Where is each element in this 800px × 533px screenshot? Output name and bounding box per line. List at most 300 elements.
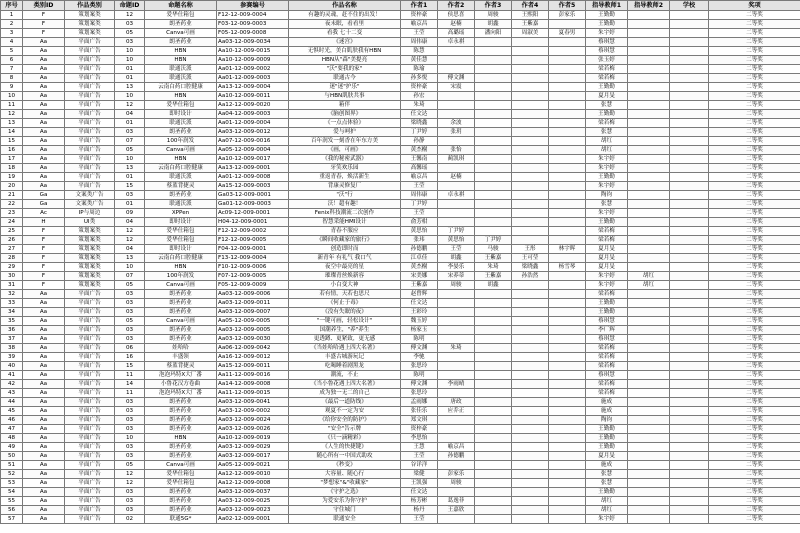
table-cell[interactable]: 资梓豪 — [401, 11, 438, 20]
table-cell[interactable]: 二等奖 — [709, 110, 800, 119]
table-cell[interactable]: 平面广告 — [65, 101, 115, 110]
table-cell[interactable]: 51 — [1, 461, 23, 470]
table-cell[interactable]: F07-12-009-0005 — [217, 272, 289, 281]
table-cell[interactable]: 高璐瑶 — [438, 29, 475, 38]
table-cell[interactable] — [670, 56, 709, 65]
table-cell[interactable]: 12 — [115, 11, 145, 20]
table-cell[interactable]: 江卓佳 — [401, 254, 438, 263]
table-cell[interactable] — [628, 47, 670, 56]
table-cell[interactable]: F — [23, 254, 65, 263]
table-cell[interactable]: 41 — [1, 371, 23, 380]
table-cell[interactable] — [512, 74, 549, 83]
table-cell[interactable] — [438, 317, 475, 326]
table-cell[interactable] — [475, 326, 512, 335]
table-cell[interactable]: 《只一滴精彩》 — [289, 434, 401, 443]
table-cell[interactable] — [475, 479, 512, 488]
table-cell[interactable]: 朗圣药业 — [145, 398, 217, 407]
table-cell[interactable]: 看我 七十二变 — [289, 29, 401, 38]
table-cell[interactable]: 31 — [1, 281, 23, 290]
table-cell[interactable]: Aa03-12-009-0005 — [217, 326, 289, 335]
table-cell[interactable]: 黄思怡 — [438, 236, 475, 245]
table-cell[interactable] — [549, 407, 586, 416]
table-cell[interactable]: 朗圣药业 — [145, 299, 217, 308]
table-cell[interactable]: 潘向阳 — [475, 29, 512, 38]
table-cell[interactable] — [512, 209, 549, 218]
table-cell[interactable]: 二等奖 — [709, 146, 800, 155]
table-cell[interactable]: 朗圣药业 — [145, 488, 217, 497]
table-cell[interactable] — [438, 92, 475, 101]
table-cell[interactable]: 朱宇婷 — [586, 182, 628, 191]
table-cell[interactable]: 《画，可画》 — [289, 146, 401, 155]
table-cell[interactable]: 平面广告 — [65, 425, 115, 434]
table-cell[interactable]: 100年润发 — [145, 272, 217, 281]
table-cell[interactable]: Aa03-12-009-0026 — [217, 425, 289, 434]
table-cell[interactable]: Aa — [23, 425, 65, 434]
table-cell[interactable] — [438, 56, 475, 65]
table-cell[interactable]: 二等奖 — [709, 344, 800, 353]
table-cell[interactable] — [512, 56, 549, 65]
table-cell[interactable] — [628, 29, 670, 38]
table-cell[interactable]: Aa — [23, 290, 65, 299]
table-cell[interactable]: 新青年 有礼气 我口气 — [289, 254, 401, 263]
table-cell[interactable]: 张慧 — [586, 479, 628, 488]
table-cell[interactable]: Aa — [23, 119, 65, 128]
table-cell[interactable] — [549, 164, 586, 173]
table-cell[interactable]: 03 — [115, 407, 145, 416]
table-cell[interactable] — [549, 434, 586, 443]
table-cell[interactable]: Ga01-12-009-0003 — [217, 200, 289, 209]
table-cell[interactable]: 云南白药口腔健康 — [145, 254, 217, 263]
table-cell[interactable] — [670, 335, 709, 344]
table-cell[interactable] — [475, 443, 512, 452]
table-cell[interactable]: 蔡蓝背捷灵 — [145, 182, 217, 191]
table-cell[interactable] — [475, 317, 512, 326]
table-cell[interactable] — [670, 515, 709, 524]
table-cell[interactable] — [475, 344, 512, 353]
table-cell[interactable] — [628, 389, 670, 398]
table-cell[interactable]: 56 — [1, 506, 23, 515]
table-cell[interactable]: Aa01-12-009-0004 — [217, 119, 289, 128]
table-cell[interactable] — [475, 218, 512, 227]
table-cell[interactable]: 梁若梅 — [586, 362, 628, 371]
table-cell[interactable]: 03 — [115, 443, 145, 452]
table-cell[interactable]: 策划案类 — [65, 281, 115, 290]
table-cell[interactable]: 张佳乐 — [401, 407, 438, 416]
table-cell[interactable]: 10 — [115, 155, 145, 164]
table-cell[interactable] — [670, 488, 709, 497]
table-cell[interactable]: 蔡琪慧 — [586, 47, 628, 56]
table-cell[interactable] — [438, 182, 475, 191]
table-cell[interactable] — [670, 137, 709, 146]
table-cell[interactable]: "沃"要我的家" — [289, 65, 401, 74]
table-cell[interactable]: 文案类广告 — [65, 200, 115, 209]
table-cell[interactable]: 葛逸菲 — [438, 497, 475, 506]
table-cell[interactable]: F10-12-009-0006 — [217, 263, 289, 272]
table-cell[interactable]: 梁健 — [401, 470, 438, 479]
table-cell[interactable]: Aa05-12-009-0004 — [217, 146, 289, 155]
table-cell[interactable]: 二等奖 — [709, 452, 800, 461]
table-cell[interactable]: Canva可画 — [145, 461, 217, 470]
table-cell[interactable]: 大容量、随心行 — [289, 470, 401, 479]
table-cell[interactable]: 宋美娜 — [401, 272, 438, 281]
table-cell[interactable]: Aa — [23, 335, 65, 344]
table-cell[interactable]: 二等奖 — [709, 443, 800, 452]
table-cell[interactable] — [670, 128, 709, 137]
table-cell[interactable]: 07 — [115, 272, 145, 281]
table-cell[interactable] — [475, 38, 512, 47]
table-cell[interactable]: 余波 — [438, 119, 475, 128]
table-cell[interactable]: 01 — [115, 74, 145, 83]
table-cell[interactable] — [475, 497, 512, 506]
table-cell[interactable]: 联通沃派 — [145, 119, 217, 128]
table-cell[interactable]: 二等奖 — [709, 398, 800, 407]
table-cell[interactable]: 二等奖 — [709, 272, 800, 281]
table-cell[interactable]: 平面广告 — [65, 353, 115, 362]
table-cell[interactable]: 12 — [115, 236, 145, 245]
table-cell[interactable]: 卓永祺 — [438, 191, 475, 200]
table-cell[interactable]: 蔡琪慧 — [586, 38, 628, 47]
table-cell[interactable]: 二等奖 — [709, 11, 800, 20]
table-cell[interactable]: Aa11-12-009-0015 — [217, 389, 289, 398]
table-cell[interactable] — [512, 110, 549, 119]
table-cell[interactable] — [628, 20, 670, 29]
table-cell[interactable]: Aa07-12-009-0016 — [217, 137, 289, 146]
table-cell[interactable] — [628, 191, 670, 200]
table-cell[interactable] — [670, 164, 709, 173]
table-cell[interactable]: 王莹 — [438, 245, 475, 254]
table-cell[interactable]: 04 — [115, 218, 145, 227]
table-cell[interactable]: Aa — [23, 353, 65, 362]
table-cell[interactable]: 二等奖 — [709, 299, 800, 308]
table-cell[interactable]: 傅文渊 — [438, 74, 475, 83]
table-cell[interactable]: 45 — [1, 407, 23, 416]
table-cell[interactable] — [475, 182, 512, 191]
table-cell[interactable]: 平面广告 — [65, 308, 115, 317]
table-cell[interactable] — [512, 83, 549, 92]
table-cell[interactable]: Aa02-12-009-0001 — [217, 515, 289, 524]
column-header[interactable]: 作者2 — [438, 1, 475, 11]
table-cell[interactable]: 朗圣药业 — [145, 326, 217, 335]
table-cell[interactable] — [549, 353, 586, 362]
table-cell[interactable]: 二等奖 — [709, 47, 800, 56]
table-cell[interactable]: 王凯强 — [401, 479, 438, 488]
table-cell[interactable]: 守住城门 — [289, 506, 401, 515]
table-cell[interactable]: 01 — [115, 200, 145, 209]
table-cell[interactable]: Aa — [23, 452, 65, 461]
table-cell[interactable]: 二等奖 — [709, 218, 800, 227]
table-cell[interactable]: 平面广告 — [65, 362, 115, 371]
table-cell[interactable] — [549, 488, 586, 497]
table-cell[interactable] — [512, 227, 549, 236]
table-cell[interactable] — [475, 173, 512, 182]
table-cell[interactable]: Aa03-12-009-0002 — [217, 407, 289, 416]
table-cell[interactable] — [475, 434, 512, 443]
table-cell[interactable] — [512, 326, 549, 335]
table-cell[interactable]: 二等奖 — [709, 389, 800, 398]
table-cell[interactable]: 梁若梅 — [586, 227, 628, 236]
table-cell[interactable]: 王勤勤 — [586, 425, 628, 434]
table-cell[interactable] — [438, 515, 475, 524]
table-cell[interactable] — [549, 461, 586, 470]
table-cell[interactable] — [512, 191, 549, 200]
column-header[interactable]: 指导教师1 — [586, 1, 628, 11]
table-cell[interactable] — [512, 101, 549, 110]
table-cell[interactable] — [549, 83, 586, 92]
table-cell[interactable] — [670, 452, 709, 461]
table-cell[interactable] — [549, 155, 586, 164]
table-cell[interactable]: 二等奖 — [709, 497, 800, 506]
table-cell[interactable] — [438, 164, 475, 173]
table-cell[interactable] — [512, 371, 549, 380]
table-cell[interactable]: XPPen — [145, 209, 217, 218]
table-cell[interactable] — [628, 371, 670, 380]
table-cell[interactable] — [475, 461, 512, 470]
table-cell[interactable]: 策划案类 — [65, 254, 115, 263]
table-cell[interactable] — [549, 326, 586, 335]
table-cell[interactable]: 46 — [1, 416, 23, 425]
table-cell[interactable] — [628, 164, 670, 173]
table-cell[interactable]: 22 — [1, 200, 23, 209]
table-cell[interactable]: 平面广告 — [65, 371, 115, 380]
table-cell[interactable] — [628, 290, 670, 299]
table-cell[interactable]: Aa10-12-009-0009 — [217, 56, 289, 65]
table-cell[interactable]: 朱宇婷 — [586, 164, 628, 173]
table-cell[interactable] — [438, 47, 475, 56]
table-cell[interactable] — [549, 335, 586, 344]
table-cell[interactable] — [670, 398, 709, 407]
table-cell[interactable] — [670, 47, 709, 56]
table-cell[interactable]: Aa — [23, 173, 65, 182]
table-cell[interactable]: 03 — [115, 20, 145, 29]
table-cell[interactable]: 王勤勤 — [586, 299, 628, 308]
table-cell[interactable]: 37 — [1, 335, 23, 344]
table-cell[interactable]: 蔡蓝背捷灵 — [145, 362, 217, 371]
table-cell[interactable] — [549, 227, 586, 236]
table-cell[interactable]: 智慧采能HMI设计 — [289, 218, 401, 227]
table-cell[interactable] — [549, 290, 586, 299]
table-cell[interactable] — [512, 47, 549, 56]
table-cell[interactable] — [628, 461, 670, 470]
table-cell[interactable]: 二等奖 — [709, 65, 800, 74]
table-cell[interactable]: 丁尹婷 — [438, 227, 475, 236]
table-cell[interactable] — [670, 146, 709, 155]
table-cell[interactable]: 二等奖 — [709, 29, 800, 38]
table-cell[interactable] — [512, 218, 549, 227]
table-cell[interactable]: 40 — [1, 362, 23, 371]
table-cell[interactable]: HBN从"森"美提亮 — [289, 56, 401, 65]
table-cell[interactable]: 4 — [1, 38, 23, 47]
table-cell[interactable] — [438, 299, 475, 308]
table-cell[interactable] — [628, 452, 670, 461]
table-cell[interactable] — [549, 218, 586, 227]
table-cell[interactable]: 杨家玉 — [401, 326, 438, 335]
table-cell[interactable] — [628, 11, 670, 20]
table-cell[interactable]: 小鲁花汉方卷曲 — [145, 380, 217, 389]
table-cell[interactable]: Canva可画 — [145, 29, 217, 38]
table-cell[interactable]: 王慧 — [401, 443, 438, 452]
table-cell[interactable]: 王勤勤 — [586, 218, 628, 227]
table-cell[interactable]: 平面广告 — [65, 164, 115, 173]
table-cell[interactable]: 二等奖 — [709, 56, 800, 65]
table-cell[interactable] — [670, 290, 709, 299]
table-cell[interactable]: 梁若梅 — [586, 344, 628, 353]
table-cell[interactable]: Aa — [23, 326, 65, 335]
table-cell[interactable] — [512, 344, 549, 353]
table-cell[interactable]: 20 — [1, 182, 23, 191]
table-cell[interactable]: 49 — [1, 443, 23, 452]
table-cell[interactable] — [475, 137, 512, 146]
table-cell[interactable]: 平面广告 — [65, 398, 115, 407]
table-cell[interactable]: Aa — [23, 398, 65, 407]
table-cell[interactable]: 张慧 — [586, 101, 628, 110]
table-cell[interactable]: 周骏 — [438, 281, 475, 290]
table-cell[interactable]: 平面广告 — [65, 434, 115, 443]
table-cell[interactable]: 蔡琪慧 — [586, 317, 628, 326]
table-cell[interactable]: 二等奖 — [709, 281, 800, 290]
table-cell[interactable] — [475, 119, 512, 128]
table-cell[interactable]: 任文达 — [401, 110, 438, 119]
table-cell[interactable]: 平面广告 — [65, 290, 115, 299]
table-cell[interactable]: 即时设计 — [145, 110, 217, 119]
table-cell[interactable] — [549, 236, 586, 245]
table-cell[interactable]: 平面广告 — [65, 47, 115, 56]
table-cell[interactable] — [670, 20, 709, 29]
table-cell[interactable] — [670, 317, 709, 326]
table-cell[interactable]: 策划案类 — [65, 29, 115, 38]
table-cell[interactable]: 10 — [115, 434, 145, 443]
table-cell[interactable]: 6 — [1, 56, 23, 65]
table-cell[interactable] — [628, 326, 670, 335]
table-cell[interactable] — [512, 515, 549, 524]
table-cell[interactable]: 重返青春，焕活新生 — [289, 173, 401, 182]
table-cell[interactable]: 34 — [1, 308, 23, 317]
table-cell[interactable]: 胡红 — [628, 272, 670, 281]
table-cell[interactable]: 朗圣药业 — [145, 416, 217, 425]
table-cell[interactable] — [475, 452, 512, 461]
table-cell[interactable]: Aa — [23, 101, 65, 110]
table-cell[interactable] — [475, 209, 512, 218]
table-cell[interactable]: "安全"告示牌 — [289, 425, 401, 434]
table-cell[interactable]: Aa03-12-009-0023 — [217, 506, 289, 515]
table-cell[interactable] — [438, 425, 475, 434]
table-cell[interactable]: 朱宇婷 — [586, 29, 628, 38]
table-cell[interactable]: 8 — [1, 74, 23, 83]
table-cell[interactable]: 16 — [115, 353, 145, 362]
table-cell[interactable]: 胡鑫 — [438, 254, 475, 263]
table-cell[interactable] — [670, 110, 709, 119]
table-cell[interactable] — [549, 47, 586, 56]
table-cell[interactable]: 55 — [1, 497, 23, 506]
table-cell[interactable]: 杨丹 — [401, 506, 438, 515]
table-cell[interactable]: 丁尹婷 — [401, 200, 438, 209]
table-cell[interactable] — [628, 398, 670, 407]
table-cell[interactable]: 平面广告 — [65, 128, 115, 137]
table-cell[interactable] — [670, 272, 709, 281]
table-cell[interactable]: 孙德鹏 — [401, 245, 438, 254]
column-header[interactable]: 学校 — [670, 1, 709, 11]
table-cell[interactable] — [438, 488, 475, 497]
table-cell[interactable]: 爱与呵护 — [289, 128, 401, 137]
table-cell[interactable]: 观夏不一定为安 — [289, 407, 401, 416]
table-cell[interactable]: 09 — [115, 209, 145, 218]
table-cell[interactable] — [670, 173, 709, 182]
table-cell[interactable]: 03 — [115, 38, 145, 47]
table-cell[interactable]: 王莹 — [401, 515, 438, 524]
table-cell[interactable] — [670, 254, 709, 263]
table-cell[interactable]: 联通沃派 — [145, 74, 217, 83]
table-cell[interactable]: 平面广告 — [65, 74, 115, 83]
table-cell[interactable] — [512, 128, 549, 137]
table-cell[interactable]: 王嘉欣 — [438, 506, 475, 515]
table-cell[interactable]: 夏月旻 — [586, 263, 628, 272]
table-cell[interactable] — [670, 461, 709, 470]
table-cell[interactable] — [512, 173, 549, 182]
table-cell[interactable] — [549, 452, 586, 461]
table-cell[interactable] — [475, 335, 512, 344]
table-cell[interactable]: F12-12-009-0004 — [217, 11, 289, 20]
table-cell[interactable]: 《秒变》 — [289, 461, 401, 470]
table-cell[interactable]: 04 — [115, 110, 145, 119]
table-cell[interactable]: 策划案类 — [65, 227, 115, 236]
table-cell[interactable] — [512, 434, 549, 443]
table-cell[interactable]: 二等奖 — [709, 353, 800, 362]
table-cell[interactable] — [438, 218, 475, 227]
table-cell[interactable]: 12 — [115, 470, 145, 479]
table-cell[interactable] — [512, 443, 549, 452]
table-cell[interactable] — [670, 11, 709, 20]
table-cell[interactable]: 朱宇婷 — [586, 209, 628, 218]
table-cell[interactable]: 随心所有一中国式助攻 — [289, 452, 401, 461]
table-cell[interactable]: 二等奖 — [709, 236, 800, 245]
table-cell[interactable]: 沃！超有趣！ — [289, 200, 401, 209]
table-cell[interactable] — [670, 389, 709, 398]
table-cell[interactable]: F12-12-009-0002 — [217, 227, 289, 236]
table-cell[interactable]: 二等奖 — [709, 200, 800, 209]
table-cell[interactable]: 平面广告 — [65, 515, 115, 524]
table-cell[interactable] — [549, 254, 586, 263]
table-cell[interactable] — [549, 470, 586, 479]
table-cell[interactable] — [670, 362, 709, 371]
table-cell[interactable]: 06 — [115, 344, 145, 353]
table-cell[interactable]: 策划案类 — [65, 236, 115, 245]
table-cell[interactable]: 王彤 — [512, 245, 549, 254]
table-cell[interactable]: Aa — [23, 380, 65, 389]
table-cell[interactable]: 夏春男 — [549, 29, 586, 38]
table-cell[interactable] — [549, 479, 586, 488]
table-cell[interactable]: Aa — [23, 110, 65, 119]
table-cell[interactable]: 14 — [115, 380, 145, 389]
table-cell[interactable]: 王紫嘉 — [401, 281, 438, 290]
table-cell[interactable] — [628, 155, 670, 164]
table-cell[interactable]: 吃喝睡着剧黑龙 — [289, 362, 401, 371]
table-cell[interactable]: 平面广告 — [65, 479, 115, 488]
table-cell[interactable]: 策划案类 — [65, 263, 115, 272]
table-cell[interactable]: 泡泡玛特X大厂番 — [145, 389, 217, 398]
table-cell[interactable] — [549, 497, 586, 506]
table-cell[interactable]: 施成 — [586, 461, 628, 470]
table-cell[interactable]: 二等奖 — [709, 182, 800, 191]
table-cell[interactable]: 爱华仕箱包 — [145, 236, 217, 245]
table-cell[interactable]: 孙德鹏 — [438, 452, 475, 461]
table-cell[interactable]: 王勤勤 — [586, 488, 628, 497]
table-cell[interactable]: 文案类广告 — [65, 191, 115, 200]
table-cell[interactable]: 02 — [115, 515, 145, 524]
table-cell[interactable]: Aa — [23, 479, 65, 488]
table-cell[interactable]: 二等奖 — [709, 515, 800, 524]
table-cell[interactable] — [670, 371, 709, 380]
table-cell[interactable]: Aa13-12-009-0004 — [217, 83, 289, 92]
table-cell[interactable]: 21 — [1, 191, 23, 200]
